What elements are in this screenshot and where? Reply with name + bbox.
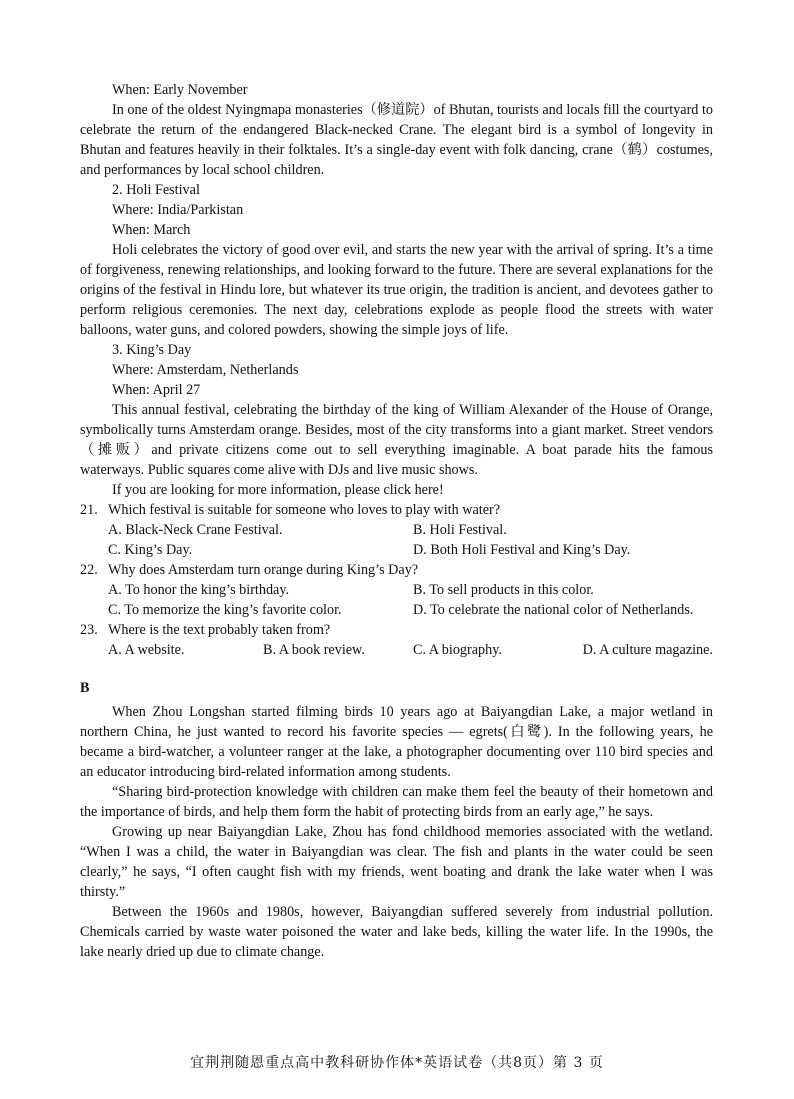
- holi-title: 2. Holi Festival: [112, 182, 200, 198]
- crane-paragraph: In one of the oldest Nyingmapa monasteries（修道院）of Bhutan, tourists and locals fill the courtyard to celebrate the return of the endangered Black-necked Crane. The elegant bird is a symbol of longevity in Bhutan and features heavily in their folktales. It’s a single-day event with folk dancing, crane（鹤）costumes, and performances by local school children.: [80, 102, 713, 178]
- option-b: B. Holi Festival.: [413, 522, 507, 538]
- question-text: Where is the text probably taken from?: [108, 622, 331, 638]
- options-row: [80, 540, 713, 560]
- holi-when: When: March: [112, 222, 191, 238]
- question-22: [80, 560, 713, 580]
- option-b: B. To sell products in this color.: [413, 582, 594, 598]
- question-number: 21.: [80, 502, 98, 518]
- passage-b-paragraph-2: “Sharing bird-protection knowledge with children can make them feel the beauty of their hometown and the importance of birds, and help them form the habit of protecting birds from an early age,” he says.: [80, 784, 713, 820]
- question-21: [80, 500, 713, 520]
- options-row: [80, 580, 713, 600]
- king-when: When: April 27: [112, 382, 201, 398]
- king-where: Where: Amsterdam, Netherlands: [112, 362, 299, 378]
- holi-paragraph: Holi celebrates the victory of good over evil, and starts the new year with the arrival of spring. It’s a time of forgiveness, renewing relationships, and looking forward to the future. There are several explanations for the origins of the festival in Hindu lore, but whatever its true origin, the tradition is ancient, and devotees gather to perform religious ceremonies. The next day, celebrations explode as people flood the streets with water balloons, water guns, and colored powders, showing the simple joys of life.: [80, 242, 713, 338]
- page-footer: 宜荆荆随恩重点高中教科研协作体*英语试卷（共8页）第 3 页: [190, 1055, 604, 1071]
- option-d: D. A culture magazine.: [582, 642, 713, 658]
- option-c: C. King’s Day.: [108, 542, 193, 558]
- question-number: 23.: [80, 622, 98, 638]
- passage-b-paragraph-4: Between the 1960s and 1980s, however, Baiyangdian suffered severely from industrial pollution. Chemicals carried by waste water poisoned the water and lake beds, killing the water life. In the 1990s, the lake nearly dried up due to climate change.: [80, 904, 713, 960]
- option-d: D. Both Holi Festival and King’s Day.: [413, 542, 631, 558]
- question-23: [80, 620, 713, 640]
- option-c: C. A biography.: [413, 642, 502, 658]
- options-row: [80, 600, 713, 620]
- option-a: A. A website.: [108, 642, 185, 658]
- options-row: [80, 520, 713, 540]
- option-c: C. To memorize the king’s favorite color.: [108, 602, 342, 618]
- option-a: A. Black-Neck Crane Festival.: [108, 522, 283, 538]
- question-number: 22.: [80, 562, 98, 578]
- option-b: B. A book review.: [263, 642, 365, 658]
- crane-when: When: Early November: [112, 82, 248, 98]
- question-text: Which festival is suitable for someone who loves to play with water?: [108, 502, 501, 518]
- option-a: A. To honor the king’s birthday.: [108, 582, 290, 598]
- king-paragraph: This annual festival, celebrating the birthday of the king of William Alexander of the House of Orange, symbolically turns Amsterdam orange. Besides, most of the city transforms into a giant market. Street vendors（摊贩）and private citizens come out to sell everything imaginable. A boat parade hits the famous waterways. Public squares come alive with DJs and live music shows.: [80, 402, 713, 478]
- king-title: 3. King’s Day: [112, 342, 192, 358]
- holi-where: Where: India/Parkistan: [112, 202, 244, 218]
- options-row: [80, 640, 713, 660]
- section-heading: B: [80, 680, 90, 696]
- exam-page: [80, 80, 713, 962]
- passage-b-paragraph-3: Growing up near Baiyangdian Lake, Zhou has fond childhood memories associated with the wetland. “When I was a child, the water in Baiyangdian was clear. The fish and plants in the water could be seen clearly,” he says, “I often caught fish with my friends, went boating and drank the lake water when I was thirsty.”: [80, 824, 713, 900]
- question-text: Why does Amsterdam turn orange during King’s Day?: [108, 562, 419, 578]
- option-d: D. To celebrate the national color of Netherlands.: [413, 602, 694, 618]
- more-info-text: If you are looking for more information, please click here!: [112, 482, 444, 498]
- passage-b-paragraph-1: When Zhou Longshan started filming birds 10 years ago at Baiyangdian Lake, a major wetland in northern China, he just wanted to record his favorite species — egrets(白鹭). In the following years, he became a bird-watcher, a volunteer ranger at the lake, a photographer documenting over 110 bird species and an educator introducing bird-related information among students.: [80, 704, 713, 780]
